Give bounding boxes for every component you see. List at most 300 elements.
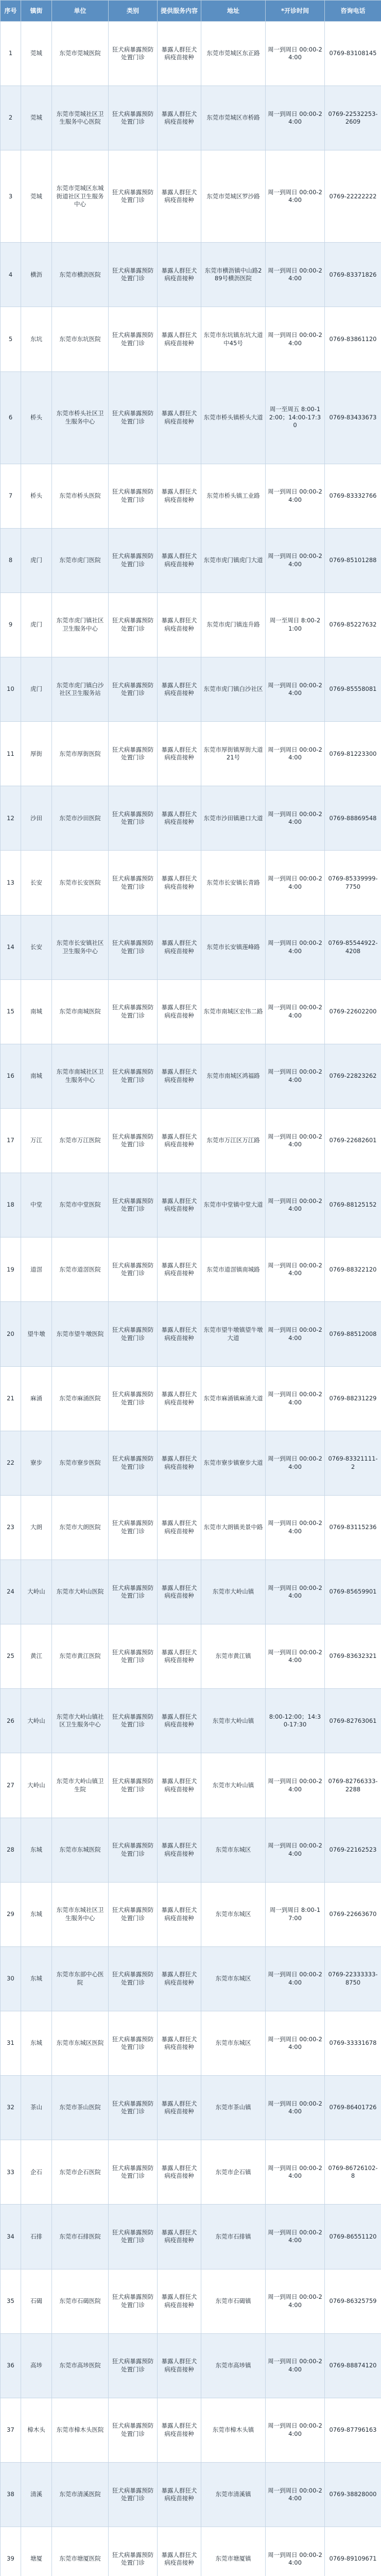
cell-unit: 东莞市莞城社区卫生服务中心医院 xyxy=(52,86,109,150)
table-header-row xyxy=(1,1,381,22)
cell-town: 虎门 xyxy=(21,657,52,722)
cell-type: 狂犬病暴露预防处置门诊 xyxy=(109,1946,158,2011)
cell-no: 12 xyxy=(1,786,21,851)
cell-hours: 周一到周日 00:00-24:00 xyxy=(266,1238,325,1302)
cell-type: 狂犬病暴露预防处置门诊 xyxy=(109,243,158,307)
cell-service: 暴露人群狂犬病疫苗接种 xyxy=(158,592,201,657)
table-row xyxy=(1,2205,381,2269)
cell-unit: 东莞市大岭山镇卫生院 xyxy=(52,1753,109,1818)
cell-service: 暴露人群狂犬病疫苗接种 xyxy=(158,307,201,371)
cell-unit: 东莞市樟木头医院 xyxy=(52,2398,109,2462)
cell-service: 暴露人群狂犬病疫苗接种 xyxy=(158,1624,201,1689)
cell-type: 狂犬病暴露预防处置门诊 xyxy=(109,371,158,464)
cell-unit: 东莞市虎门镇社区卫生服务中心 xyxy=(52,592,109,657)
cell-unit: 东莞市大岭山医院 xyxy=(52,1560,109,1624)
cell-town: 清溪 xyxy=(21,2462,52,2527)
cell-phone: 0769-22222222 xyxy=(325,150,381,243)
cell-phone: 0769-86401726 xyxy=(325,2076,381,2140)
cell-address: 东莞市南城区鸿福路 xyxy=(201,1044,266,1108)
cell-phone: 0769-87796163 xyxy=(325,2398,381,2462)
cell-phone: 0769-83321111-2 xyxy=(325,1431,381,1495)
cell-unit: 东莞市大岭山镇社区卫生服务中心 xyxy=(52,1689,109,1753)
cell-no: 26 xyxy=(1,1689,21,1753)
cell-address: 东莞市东城区 xyxy=(201,1818,266,1882)
cell-service: 暴露人群狂犬病疫苗接种 xyxy=(158,2076,201,2140)
cell-hours: 8:00-12:00；14:30-17:30 xyxy=(266,1689,325,1753)
cell-unit: 东莞市高埗医院 xyxy=(52,2333,109,2398)
cell-service: 暴露人群狂犬病疫苗接种 xyxy=(158,2398,201,2462)
cell-no: 33 xyxy=(1,2140,21,2205)
cell-unit: 东莞市东部中心医院 xyxy=(52,1946,109,2011)
cell-hours: 周一到周日 00:00-24:00 xyxy=(266,2398,325,2462)
cell-address: 东莞市樟木头镇 xyxy=(201,2398,266,2462)
cell-town: 樟木头 xyxy=(21,2398,52,2462)
header-unit: 单位 xyxy=(52,1,109,22)
table-row xyxy=(1,464,381,528)
cell-service: 暴露人群狂犬病疫苗接种 xyxy=(158,1238,201,1302)
cell-service: 暴露人群狂犬病疫苗接种 xyxy=(158,915,201,979)
cell-service: 暴露人群狂犬病疫苗接种 xyxy=(158,2205,201,2269)
cell-hours: 周一到周日 00:00-24:00 xyxy=(266,657,325,722)
cell-service: 暴露人群狂犬病疫苗接种 xyxy=(158,1882,201,1946)
cell-service: 暴露人群狂犬病疫苗接种 xyxy=(158,1495,201,1560)
cell-town: 莞城 xyxy=(21,86,52,150)
table-row xyxy=(1,86,381,150)
cell-address: 东莞市高埗镇 xyxy=(201,2333,266,2398)
cell-no: 14 xyxy=(1,915,21,979)
cell-town: 大岭山 xyxy=(21,1560,52,1624)
cell-type: 狂犬病暴露预防处置门诊 xyxy=(109,22,158,86)
cell-type: 狂犬病暴露预防处置门诊 xyxy=(109,722,158,786)
cell-phone: 0769-86551120 xyxy=(325,2205,381,2269)
cell-unit: 东莞市桥头医院 xyxy=(52,464,109,528)
cell-hours: 周一到周日 00:00-24:00 xyxy=(266,86,325,150)
cell-no: 23 xyxy=(1,1495,21,1560)
cell-no: 10 xyxy=(1,657,21,722)
cell-phone: 0769-88125152 xyxy=(325,1173,381,1238)
cell-address: 东莞市横沥镇中山路289号横沥医院 xyxy=(201,243,266,307)
cell-type: 狂犬病暴露预防处置门诊 xyxy=(109,1431,158,1495)
cell-type: 狂犬病暴露预防处置门诊 xyxy=(109,2462,158,2527)
cell-service: 暴露人群狂犬病疫苗接种 xyxy=(158,22,201,86)
table-row xyxy=(1,979,381,1044)
cell-unit: 东莞市塘厦医院 xyxy=(52,2527,109,2576)
cell-type: 狂犬病暴露预防处置门诊 xyxy=(109,2398,158,2462)
cell-no: 28 xyxy=(1,1818,21,1882)
cell-no: 29 xyxy=(1,1882,21,1946)
cell-service: 暴露人群狂犬病疫苗接种 xyxy=(158,371,201,464)
cell-type: 狂犬病暴露预防处置门诊 xyxy=(109,979,158,1044)
cell-no: 20 xyxy=(1,1302,21,1366)
table-row xyxy=(1,1366,381,1431)
cell-service: 暴露人群狂犬病疫苗接种 xyxy=(158,2011,201,2076)
table-row xyxy=(1,1302,381,1366)
cell-hours: 周一到周日 00:00-24:00 xyxy=(266,2140,325,2205)
cell-town: 东城 xyxy=(21,1818,52,1882)
cell-hours: 周一到周日 00:00-24:00 xyxy=(266,979,325,1044)
header-type: 类别 xyxy=(109,1,158,22)
cell-no: 24 xyxy=(1,1560,21,1624)
table-row xyxy=(1,1238,381,1302)
table-row xyxy=(1,722,381,786)
cell-unit: 东莞市茶山医院 xyxy=(52,2076,109,2140)
cell-town: 大岭山 xyxy=(21,1689,52,1753)
cell-no: 9 xyxy=(1,592,21,657)
cell-town: 横沥 xyxy=(21,243,52,307)
cell-no: 38 xyxy=(1,2462,21,2527)
header-hours: *开诊时间 xyxy=(266,1,325,22)
table-row xyxy=(1,1753,381,1818)
cell-type: 狂犬病暴露预防处置门诊 xyxy=(109,1302,158,1366)
cell-phone: 0769-85544922-4208 xyxy=(325,915,381,979)
cell-phone: 0769-88231229 xyxy=(325,1366,381,1431)
table-row xyxy=(1,1818,381,1882)
cell-no: 7 xyxy=(1,464,21,528)
cell-phone: 0769-83861120 xyxy=(325,307,381,371)
cell-address: 东莞市望牛墩镇望牛墩大道 xyxy=(201,1302,266,1366)
cell-address: 东莞市大岭山镇 xyxy=(201,1689,266,1753)
cell-type: 狂犬病暴露预防处置门诊 xyxy=(109,1109,158,1173)
cell-no: 37 xyxy=(1,2398,21,2462)
cell-service: 暴露人群狂犬病疫苗接种 xyxy=(158,150,201,243)
cell-no: 32 xyxy=(1,2076,21,2140)
cell-unit: 东莞市东城区医院 xyxy=(52,2011,109,2076)
cell-no: 30 xyxy=(1,1946,21,2011)
cell-address: 东莞市长安镇长青路 xyxy=(201,851,266,915)
cell-service: 暴露人群狂犬病疫苗接种 xyxy=(158,2269,201,2333)
cell-type: 狂犬病暴露预防处置门诊 xyxy=(109,657,158,722)
cell-address: 东莞市企石镇 xyxy=(201,2140,266,2205)
cell-address: 东莞市东城区 xyxy=(201,1946,266,2011)
cell-address: 东莞市沙田镇港口大道 xyxy=(201,786,266,851)
cell-no: 39 xyxy=(1,2527,21,2576)
cell-hours: 周一到周日 00:00-24:00 xyxy=(266,851,325,915)
cell-address: 东莞市东坑镇东坑大道中45号 xyxy=(201,307,266,371)
cell-town: 南城 xyxy=(21,979,52,1044)
cell-address: 东莞市虎门镇白沙社区 xyxy=(201,657,266,722)
header-town: 镇街 xyxy=(21,1,52,22)
cell-phone: 0769-82763061 xyxy=(325,1689,381,1753)
cell-town: 茶山 xyxy=(21,2076,52,2140)
cell-service: 暴露人群狂犬病疫苗接种 xyxy=(158,1302,201,1366)
cell-type: 狂犬病暴露预防处置门诊 xyxy=(109,1173,158,1238)
cell-phone: 0769-22682601 xyxy=(325,1109,381,1173)
cell-service: 暴露人群狂犬病疫苗接种 xyxy=(158,2140,201,2205)
cell-unit: 东莞市大朗医院 xyxy=(52,1495,109,1560)
cell-hours: 周一到周日 00:00-24:00 xyxy=(266,1753,325,1818)
table-row xyxy=(1,1689,381,1753)
cell-town: 大朗 xyxy=(21,1495,52,1560)
cell-address: 东莞市中堂镇中堂大道 xyxy=(201,1173,266,1238)
cell-hours: 周一到周日 00:00-24:00 xyxy=(266,1366,325,1431)
cell-town: 道滘 xyxy=(21,1238,52,1302)
cell-hours: 周一到周日 00:00-24:00 xyxy=(266,1495,325,1560)
cell-town: 石碣 xyxy=(21,2269,52,2333)
cell-phone: 0769-85659901 xyxy=(325,1560,381,1624)
cell-address: 东莞市南城区宏伟二路 xyxy=(201,979,266,1044)
cell-phone: 0769-83108145 xyxy=(325,22,381,86)
cell-town: 长安 xyxy=(21,915,52,979)
cell-no: 34 xyxy=(1,2205,21,2269)
table-row xyxy=(1,1495,381,1560)
cell-service: 暴露人群狂犬病疫苗接种 xyxy=(158,1044,201,1108)
cell-hours: 周一到周日 00:00-24:00 xyxy=(266,150,325,243)
cell-hours: 周一到周日 00:00-24:00 xyxy=(266,1431,325,1495)
cell-phone: 0769-22162523 xyxy=(325,1818,381,1882)
cell-hours: 周一到周日 00:00-24:00 xyxy=(266,2269,325,2333)
cell-town: 厚街 xyxy=(21,722,52,786)
cell-no: 4 xyxy=(1,243,21,307)
header-no: 序号 xyxy=(1,1,21,22)
cell-unit: 东莞市东城医院 xyxy=(52,1818,109,1882)
cell-town: 望牛墩 xyxy=(21,1302,52,1366)
cell-type: 狂犬病暴露预防处置门诊 xyxy=(109,528,158,592)
cell-town: 石排 xyxy=(21,2205,52,2269)
cell-hours: 周一到周日 00:00-24:00 xyxy=(266,786,325,851)
cell-phone: 0769-38828000 xyxy=(325,2462,381,2527)
cell-phone: 0769-83332766 xyxy=(325,464,381,528)
table-row xyxy=(1,2462,381,2527)
cell-address: 东莞市麻涌镇麻涌大道 xyxy=(201,1366,266,1431)
cell-phone: 0769-85558081 xyxy=(325,657,381,722)
cell-address: 东莞市大岭山镇 xyxy=(201,1560,266,1624)
table-row xyxy=(1,2398,381,2462)
table-row xyxy=(1,1624,381,1689)
cell-phone: 0769-83632321 xyxy=(325,1624,381,1689)
cell-no: 18 xyxy=(1,1173,21,1238)
cell-hours: 周一到周日 00:00-24:00 xyxy=(266,464,325,528)
cell-unit: 东莞市桥头社区卫生服务中心 xyxy=(52,371,109,464)
header-phone: 咨询电话 xyxy=(325,1,381,22)
cell-hours: 周一到周日 00:00-24:00 xyxy=(266,528,325,592)
cell-type: 狂犬病暴露预防处置门诊 xyxy=(109,1495,158,1560)
cell-no: 6 xyxy=(1,371,21,464)
cell-type: 狂犬病暴露预防处置门诊 xyxy=(109,86,158,150)
cell-service: 暴露人群狂犬病疫苗接种 xyxy=(158,86,201,150)
cell-hours: 周一至周日 8:00-21:00 xyxy=(266,592,325,657)
cell-no: 25 xyxy=(1,1624,21,1689)
cell-hours: 周一到周日 00:00-24:00 xyxy=(266,722,325,786)
cell-service: 暴露人群狂犬病疫苗接种 xyxy=(158,979,201,1044)
cell-phone: 0769-85227632 xyxy=(325,592,381,657)
cell-address: 东莞市虎门镇连升路 xyxy=(201,592,266,657)
cell-address: 东莞市桥头镇桥头大道 xyxy=(201,371,266,464)
cell-type: 狂犬病暴露预防处置门诊 xyxy=(109,915,158,979)
cell-address: 东莞市塘厦镇 xyxy=(201,2527,266,2576)
cell-town: 桥头 xyxy=(21,464,52,528)
cell-phone: 0769-83433673 xyxy=(325,371,381,464)
cell-type: 狂犬病暴露预防处置门诊 xyxy=(109,1560,158,1624)
cell-town: 寮步 xyxy=(21,1431,52,1495)
cell-town: 虎门 xyxy=(21,528,52,592)
cell-address: 东莞市虎门镇虎门大道 xyxy=(201,528,266,592)
cell-service: 暴露人群狂犬病疫苗接种 xyxy=(158,2527,201,2576)
cell-hours: 周一到周日 00:00-24:00 xyxy=(266,307,325,371)
table-row xyxy=(1,528,381,592)
cell-hours: 周一到周日 00:00-24:00 xyxy=(266,915,325,979)
cell-no: 27 xyxy=(1,1753,21,1818)
cell-phone: 0769-88869548 xyxy=(325,786,381,851)
cell-address: 东莞市清溪镇 xyxy=(201,2462,266,2527)
cell-service: 暴露人群狂犬病疫苗接种 xyxy=(158,1560,201,1624)
cell-hours: 周一到周日 00:00-24:00 xyxy=(266,1044,325,1108)
table-row xyxy=(1,1109,381,1173)
cell-unit: 东莞市南城医院 xyxy=(52,979,109,1044)
cell-address: 东莞市石碣镇 xyxy=(201,2269,266,2333)
cell-type: 狂犬病暴露预防处置门诊 xyxy=(109,2333,158,2398)
cell-type: 狂犬病暴露预防处置门诊 xyxy=(109,1624,158,1689)
cell-address: 东莞市厚街镇厚街大道21号 xyxy=(201,722,266,786)
cell-town: 虎门 xyxy=(21,592,52,657)
cell-town: 塘厦 xyxy=(21,2527,52,2576)
cell-service: 暴露人群狂犬病疫苗接种 xyxy=(158,722,201,786)
cell-no: 22 xyxy=(1,1431,21,1495)
cell-phone: 0769-86325759 xyxy=(325,2269,381,2333)
cell-type: 狂犬病暴露预防处置门诊 xyxy=(109,1044,158,1108)
cell-service: 暴露人群狂犬病疫苗接种 xyxy=(158,1366,201,1431)
cell-type: 狂犬病暴露预防处置门诊 xyxy=(109,2527,158,2576)
table-row xyxy=(1,1560,381,1624)
cell-hours: 周一到周日 00:00-24:00 xyxy=(266,1560,325,1624)
table-row xyxy=(1,150,381,243)
cell-type: 狂犬病暴露预防处置门诊 xyxy=(109,1882,158,1946)
table-row xyxy=(1,307,381,371)
cell-town: 黄江 xyxy=(21,1624,52,1689)
cell-unit: 东莞市寮步医院 xyxy=(52,1431,109,1495)
table-row xyxy=(1,2527,381,2576)
cell-type: 狂犬病暴露预防处置门诊 xyxy=(109,464,158,528)
cell-phone: 0769-33331678 xyxy=(325,2011,381,2076)
cell-service: 暴露人群狂犬病疫苗接种 xyxy=(158,1173,201,1238)
cell-type: 狂犬病暴露预防处置门诊 xyxy=(109,150,158,243)
cell-address: 东莞市黄江镇 xyxy=(201,1624,266,1689)
table-row xyxy=(1,2140,381,2205)
cell-unit: 东莞市企石医院 xyxy=(52,2140,109,2205)
cell-service: 暴露人群狂犬病疫苗接种 xyxy=(158,1431,201,1495)
cell-town: 南城 xyxy=(21,1044,52,1108)
cell-service: 暴露人群狂犬病疫苗接种 xyxy=(158,1109,201,1173)
cell-type: 狂犬病暴露预防处置门诊 xyxy=(109,592,158,657)
cell-phone: 0769-88322120 xyxy=(325,1238,381,1302)
cell-hours: 周一到周日 00:00-24:00 xyxy=(266,2011,325,2076)
cell-town: 高埗 xyxy=(21,2333,52,2398)
cell-service: 暴露人群狂犬病疫苗接种 xyxy=(158,2462,201,2527)
cell-no: 5 xyxy=(1,307,21,371)
table-body xyxy=(1,22,381,2576)
cell-hours: 周一到周日 00:00-24:00 xyxy=(266,2076,325,2140)
cell-unit: 东莞市长安镇社区卫生服务中心 xyxy=(52,915,109,979)
cell-address: 东莞市石排镇 xyxy=(201,2205,266,2269)
cell-hours: 周一到周日 00:00-24:00 xyxy=(266,1109,325,1173)
cell-unit: 东莞市道滘医院 xyxy=(52,1238,109,1302)
cell-unit: 东莞市石碣医院 xyxy=(52,2269,109,2333)
cell-address: 东莞市莞城区东正路 xyxy=(201,22,266,86)
cell-address: 东莞市大朗镇美景中路 xyxy=(201,1495,266,1560)
cell-unit: 东莞市万江医院 xyxy=(52,1109,109,1173)
cell-unit: 东莞市虎门镇白沙社区卫生服务站 xyxy=(52,657,109,722)
cell-address: 东莞市寮步镇寮步大道 xyxy=(201,1431,266,1495)
cell-no: 1 xyxy=(1,22,21,86)
cell-unit: 东莞市中堂医院 xyxy=(52,1173,109,1238)
cell-type: 狂犬病暴露预防处置门诊 xyxy=(109,2076,158,2140)
cell-unit: 东莞市黄江医院 xyxy=(52,1624,109,1689)
cell-type: 狂犬病暴露预防处置门诊 xyxy=(109,1238,158,1302)
cell-hours: 周一到周日 00:00-24:00 xyxy=(266,1818,325,1882)
cell-unit: 东莞市横沥医院 xyxy=(52,243,109,307)
cell-town: 桥头 xyxy=(21,371,52,464)
table-row xyxy=(1,1946,381,2011)
cell-no: 15 xyxy=(1,979,21,1044)
cell-type: 狂犬病暴露预防处置门诊 xyxy=(109,2011,158,2076)
cell-phone: 0769-89109671 xyxy=(325,2527,381,2576)
cell-town: 东城 xyxy=(21,1946,52,2011)
cell-town: 长安 xyxy=(21,851,52,915)
cell-hours: 周一到周日 00:00-24:00 xyxy=(266,22,325,86)
cell-type: 狂犬病暴露预防处置门诊 xyxy=(109,1366,158,1431)
cell-no: 2 xyxy=(1,86,21,150)
cell-address: 东莞市万江区万江路 xyxy=(201,1109,266,1173)
cell-unit: 东莞市东坑医院 xyxy=(52,307,109,371)
cell-address: 东莞市莞城区市桥路 xyxy=(201,86,266,150)
table-row xyxy=(1,2011,381,2076)
cell-service: 暴露人群狂犬病疫苗接种 xyxy=(158,243,201,307)
cell-town: 莞城 xyxy=(21,150,52,243)
cell-address: 东莞市大岭山镇 xyxy=(201,1753,266,1818)
cell-phone: 0769-88874120 xyxy=(325,2333,381,2398)
cell-town: 东城 xyxy=(21,1882,52,1946)
cell-phone: 0769-22602200 xyxy=(325,979,381,1044)
cell-phone: 0769-22823262 xyxy=(325,1044,381,1108)
cell-phone: 0769-88512008 xyxy=(325,1302,381,1366)
table-row xyxy=(1,786,381,851)
cell-no: 3 xyxy=(1,150,21,243)
cell-unit: 东莞市莞城医院 xyxy=(52,22,109,86)
cell-phone: 0769-22663670 xyxy=(325,1882,381,1946)
table-row xyxy=(1,2333,381,2398)
cell-no: 21 xyxy=(1,1366,21,1431)
cell-hours: 周一到周日 00:00-24:00 xyxy=(266,1302,325,1366)
cell-no: 35 xyxy=(1,2269,21,2333)
cell-address: 东莞市莞城区罗沙路 xyxy=(201,150,266,243)
cell-phone: 0769-22333333-8750 xyxy=(325,1946,381,2011)
table-row xyxy=(1,371,381,464)
cell-town: 东城 xyxy=(21,2011,52,2076)
cell-address: 东莞市桥头镇工业路 xyxy=(201,464,266,528)
cell-type: 狂犬病暴露预防处置门诊 xyxy=(109,2205,158,2269)
cell-service: 暴露人群狂犬病疫苗接种 xyxy=(158,528,201,592)
cell-town: 沙田 xyxy=(21,786,52,851)
table-row xyxy=(1,243,381,307)
cell-service: 暴露人群狂犬病疫苗接种 xyxy=(158,464,201,528)
cell-hours: 周一到周日 8:00-17:00 xyxy=(266,1882,325,1946)
cell-service: 暴露人群狂犬病疫苗接种 xyxy=(158,851,201,915)
cell-town: 万江 xyxy=(21,1109,52,1173)
cell-address: 东莞市道滘镇南城路 xyxy=(201,1238,266,1302)
cell-service: 暴露人群狂犬病疫苗接种 xyxy=(158,1946,201,2011)
cell-unit: 东莞市清溪医院 xyxy=(52,2462,109,2527)
cell-service: 暴露人群狂犬病疫苗接种 xyxy=(158,1753,201,1818)
cell-town: 东坑 xyxy=(21,307,52,371)
cell-no: 16 xyxy=(1,1044,21,1108)
cell-phone: 0769-83115236 xyxy=(325,1495,381,1560)
cell-phone: 0769-85339999-7750 xyxy=(325,851,381,915)
cell-unit: 东莞市麻涌医院 xyxy=(52,1366,109,1431)
cell-hours: 周一到周日 00:00-24:00 xyxy=(266,243,325,307)
cell-no: 17 xyxy=(1,1109,21,1173)
table-row xyxy=(1,915,381,979)
table-row xyxy=(1,1173,381,1238)
cell-unit: 东莞市沙田医院 xyxy=(52,786,109,851)
